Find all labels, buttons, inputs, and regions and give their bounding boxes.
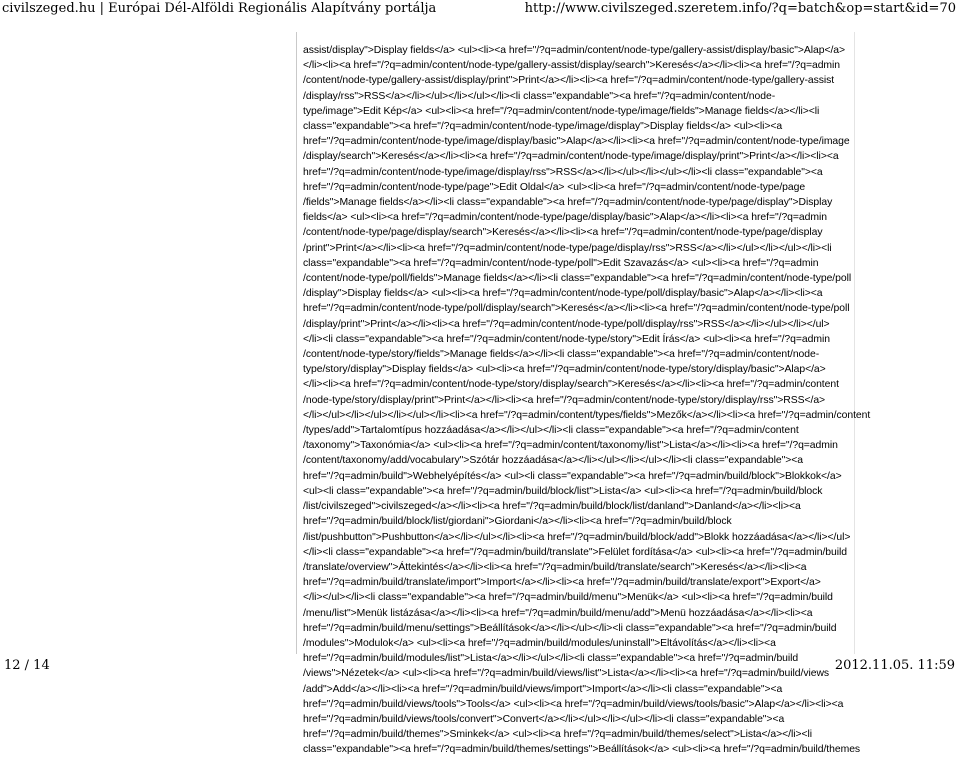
source-line: type/story/display">Display fields</a> <ul><li><a href="/?q=admin/content/node-type/story/display/basic">Alap</a>	[303, 364, 826, 376]
source-line: href="/?q=admin/build/block/list/giordani">Giordani</a></li><li><a href="/?q=admin/build/block	[303, 516, 732, 528]
source-line: href="/?q=admin/build/menu/settings">Beállítások</a></li></ul></li><li class="expandable"><a href="/?q=admin/build	[303, 622, 837, 634]
source-line: class="expandable"><a href="/?q=admin/content/node-type/image/display">Display fields</a> <ul><li><a	[303, 121, 783, 133]
source-line: </li></ul></li><li class="expandable"><a href="/?q=admin/build/menu">Menük</a> <ul><li><a href="/?q=admin/build	[303, 592, 833, 604]
source-line: /modules">Modulok</a> <ul><li><a href="/?q=admin/build/modules/uninstall">Eltávolítás</a></li><li><a	[303, 637, 776, 649]
source-line: <ul><li class="expandable"><a href="/?q=admin/build/block/list">Lista</a> <ul><li><a href="/?q=admin/build/block	[303, 485, 823, 497]
print-datetime: 2012.11.05. 11:59	[834, 658, 955, 673]
source-line: /content/node-type/gallery-assist/display/print">Print</a></li><li><a href="/?q=admin/content/node-type/gallery-assist	[303, 75, 835, 87]
source-line: /translate/overview">Áttekintés</a></li><li><a href="/?q=admin/build/translate/search">Keresés</a></li><li><a	[303, 561, 807, 573]
source-line: /fields">Manage fields</a></li><li class="expandable"><a href="/?q=admin/content/node-type/page/display">Display	[303, 197, 833, 209]
source-line: /list/civilszeged">civilszeged</a></li><li><a href="/?q=admin/build/block/list/danland">Danland</a></li><li><a	[303, 501, 801, 513]
source-line: /content/node-type/page/display/search">Keresés</a></li><li><a href="/?q=admin/content/node-type/page/display	[303, 227, 823, 239]
source-line: </li></ul></li></ul></li></ul></li><li><a href="/?q=admin/content/types/fields">Mezők</a></li><li><a href="/?q=admin/content	[303, 409, 871, 421]
source-line: href="/?q=admin/build/translate/import">Import</a></li><li><a href="/?q=admin/build/translate/export">Export</a>	[303, 577, 821, 589]
source-line: /content/taxonomy/add/vocabulary">Szótár hozzáadása</a></li></ul></li></ul></li><li class="expandable"><a	[303, 455, 804, 467]
source-line: /print">Print</a></li><li><a href="/?q=admin/content/node-type/page/display/rss">RSS</a></li></ul></li></ul></li><li	[303, 242, 832, 254]
source-line: type/image">Edit Kép</a> <ul><li><a href="/?q=admin/content/node-type/image/fields">Manage fields</a></li><li	[303, 105, 820, 117]
source-line: /add">Add</a></li><li><a href="/?q=admin/build/views/import">Import</a></li><li class="expandable"><a	[303, 683, 783, 695]
source-line: href="/?q=admin/build">Webhelyépítés</a> <ul><li class="expandable"><a href="/?q=admin/build/block">Blokkok</a>	[303, 470, 842, 482]
source-line: /node-type/story/display/print">Print</a></li><li><a href="/?q=admin/content/node-type/story/display/rss">RSS</a>	[303, 394, 826, 406]
source-line: /content/node-type/poll/fields">Manage fields</a></li><li class="expandable"><a href="/?q=admin/content/node-type/poll	[303, 273, 852, 285]
source-line: </li><li><a href="/?q=admin/content/node-type/story/display/search">Keresés</a></li><li><a href="/?q=admin/content	[303, 379, 839, 391]
source-line: /taxonomy">Taxonómia</a> <ul><li><a href="/?q=admin/content/taxonomy/list">Lista</a></li><li><a href="/?q=admin	[303, 440, 838, 452]
source-line: href="/?q=admin/content/node-type/image/display/basic">Alap</a></li><li><a href="/?q=admin/content/node-type/image	[303, 136, 850, 148]
source-line: /views">Nézetek</a> <ul><li><a href="/?q=admin/build/views/list">Lista</a></li><li><a href="/?q=admin/build/views	[303, 668, 830, 680]
page-header-title: civilszeged.hu | Európai Dél-Alföldi Regionális Alapítvány portálja	[2, 1, 437, 16]
source-line: /list/pushbutton">Pushbutton</a></li></ul></li><li><a href="/?q=admin/build/block/add">Blokk hozzáadása</a></li></ul>	[303, 531, 851, 543]
source-line: /content/node-type/story/fields">Manage fields</a></li><li class="expandable"><a href="/?q=admin/content/node-	[303, 349, 820, 361]
page-header-url: http://www.civilszeged.szeretem.info/?q=batch&op=start&id=70	[524, 1, 956, 16]
source-line: href="/?q=admin/build/modules/list">Lista</a></li></ul></li><li class="expandable"><a href="/?q=admin/build	[303, 653, 799, 665]
source-line: class="expandable"><a href="/?q=admin/build/themes/settings">Beállítások</a> <ul><li><a href="/?q=admin/build/themes	[303, 744, 861, 756]
source-line: fields</a> <ul><li><a href="/?q=admin/content/node-type/page/display/basic">Alap</a></li><li><a href="/?q=admin	[303, 212, 827, 224]
source-line: assist/display">Display fields</a> <ul><li><a href="/?q=admin/content/node-type/gallery-assist/display/basic">Alap</a>	[303, 45, 846, 56]
source-line: href="/?q=admin/content/node-type/poll/display/search">Keresés</a></li><li><a href="/?q=admin/content/node-type/poll	[303, 303, 850, 315]
source-line: /menu/list">Menük listázása</a></li><li><a href="/?q=admin/build/menu/add">Menü hozzáadása</a></li><li><a	[303, 607, 813, 619]
source-line: /display/print">Print</a></li><li><a href="/?q=admin/content/node-type/poll/display/rss">RSS</a></li></ul></li></ul>	[303, 318, 830, 330]
source-line: href="/?q=admin/build/views/tools">Tools</a> <ul><li><a href="/?q=admin/build/views/tools/basic">Alap</a></li><li><a	[303, 698, 844, 710]
html-source-text	[297, 32, 871, 758]
source-line: /display/search">Keresés</a></li><li><a href="/?q=admin/content/node-type/image/display/print">Print</a></li><li><a	[303, 151, 839, 163]
source-line: class="expandable"><a href="/?q=admin/content/node-type/poll">Edit Szavazás</a> <ul><li><a href="/?q=admin	[303, 257, 819, 269]
source-line: href="/?q=admin/build/views/tools/convert">Convert</a></li></ul></li></ul></li><li class="expandable"><a	[303, 713, 785, 725]
source-line: </li><li><a href="/?q=admin/content/node-type/gallery-assist/display/search">Keresés</a></li><li><a href="/?q=admin	[303, 60, 841, 72]
source-line: href="/?q=admin/build/themes">Sminkek</a> <ul><li><a href="/?q=admin/build/themes/select">Lista</a></li><li	[303, 729, 813, 741]
source-line: </li><li class="expandable"><a href="/?q=admin/build/translate">Felület fordítása</a> <ul><li><a href="/?q=admin/build	[303, 546, 847, 558]
page-number: 12 / 14	[4, 658, 50, 673]
source-line: /display/rss">RSS</a></li></ul></li></ul></li><li class="expandable"><a href="/?q=admin/content/node-	[303, 90, 776, 102]
source-line: href="/?q=admin/content/node-type/page">Edit Oldal</a> <ul><li><a href="/?q=admin/content/node-type/page	[303, 181, 806, 193]
source-line: </li><li class="expandable"><a href="/?q=admin/content/node-type/story">Edit Írás</a> <ul><li><a href="/?q=admin	[303, 333, 830, 345]
content-frame	[296, 32, 871, 756]
source-line: /display">Display fields</a> <ul><li><a href="/?q=admin/content/node-type/poll/display/basic">Alap</a></li><li><a	[303, 288, 823, 300]
source-line: href="/?q=admin/content/node-type/image/display/rss">RSS</a></li></ul></li></ul></li><li class="expandable"><a	[303, 166, 823, 178]
source-line: /types/add">Tartalomtípus hozzáadása</a></li></ul></li><li class="expandable"><a href="/?q=admin/content	[303, 425, 799, 437]
